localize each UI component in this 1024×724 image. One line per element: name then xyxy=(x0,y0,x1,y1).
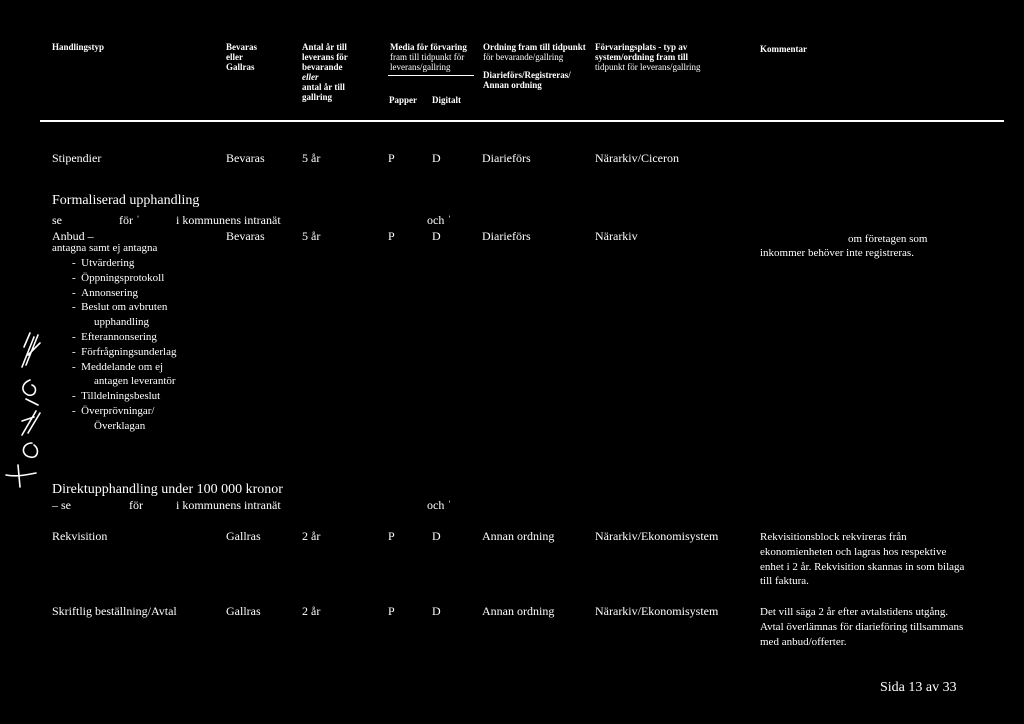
header-bevaras-line: Gallras xyxy=(226,62,255,72)
row-rekvisition-ordning: Annan ordning xyxy=(482,529,555,543)
row-skriftlig-antal: 2 år xyxy=(302,604,321,618)
header-antal-line: Antal år till xyxy=(302,42,347,52)
header-ordning xyxy=(483,42,586,90)
row-rekvisition-plats: Närarkiv/Ekonomisystem xyxy=(595,529,719,543)
kommentar-line: Rekvisitionsblock rekvireras från xyxy=(760,531,907,543)
row-anbud-typ: Anbud – xyxy=(52,229,94,243)
section-formaliserad-see-och: och ˈ xyxy=(427,213,452,227)
row-rekvisition-antal: 2 år xyxy=(302,529,321,543)
header-handlingstyp: Handlingstyp xyxy=(52,42,105,52)
section-direkt-see-for: för xyxy=(129,498,143,512)
row-stipendier-digitalt: D xyxy=(432,151,441,165)
section-direkt-see-se: – se xyxy=(52,498,71,512)
kommentar-line: med anbud/offerter. xyxy=(760,635,847,648)
header-media-line: leverans/gallring xyxy=(390,62,451,72)
section-direkt-see-och: och ˈ xyxy=(427,498,452,512)
list-item: - Överprövningar/ xyxy=(72,404,155,417)
row-skriftlig-typ: Skriftlig beställning/Avtal xyxy=(52,604,177,618)
header-forvaring-line: Förvaringsplats - typ av xyxy=(595,42,688,52)
row-anbud-kommentar: inkommer behöver inte registreras. xyxy=(760,247,914,259)
list-item: - Meddelande om ej xyxy=(72,360,164,373)
row-rekvisition-kommentar xyxy=(760,530,964,589)
header-antal-line: bevarande xyxy=(302,62,343,72)
list-item: - Efterannonsering xyxy=(72,330,157,343)
row-skriftlig-bevaras: Gallras xyxy=(226,604,261,618)
list-item: - Öppningsprotokoll xyxy=(72,271,165,284)
header-forvaring-line: system/ordning fram till xyxy=(595,52,688,62)
section-formaliserad-title: Formaliserad upphandling xyxy=(52,193,200,208)
row-anbud-kommentar: om företagen som xyxy=(848,233,928,245)
row-skriftlig-kommentar xyxy=(760,605,963,649)
header-digitalt: Digitalt xyxy=(432,95,461,105)
header-bevaras-line: eller xyxy=(226,52,243,62)
list-item: - Annonsering xyxy=(72,286,138,299)
section-formaliserad-see-intranat: i kommunens intranät xyxy=(176,213,281,227)
header-media-line: Media för förvaring xyxy=(390,42,467,52)
row-anbud-bevaras: Bevaras xyxy=(226,229,265,243)
row-anbud-plats: Närarkiv xyxy=(595,229,638,243)
header-antal-line: antal år till xyxy=(302,82,345,92)
kommentar-line: Det vill säga 2 år efter avtalstidens utgång. xyxy=(760,606,949,618)
kommentar-line: ekonomienheten och lagras hos respektive xyxy=(760,545,947,558)
header-forvaring-line: tidpunkt för leverans/gallring xyxy=(595,62,701,72)
row-skriftlig-digitalt: D xyxy=(432,604,441,618)
row-rekvisition-papper: P xyxy=(388,529,395,543)
header-antal-line: eller xyxy=(302,72,319,82)
list-item: - Tilldelningsbeslut xyxy=(72,390,161,403)
row-anbud-typ2: antagna samt ej antagna xyxy=(52,242,158,254)
list-item: - Förfrågningsunderlag xyxy=(72,345,177,358)
row-stipendier-papper: P xyxy=(388,151,395,165)
row-stipendier-plats: Närarkiv/Ciceron xyxy=(595,151,679,165)
row-stipendier-bevaras: Bevaras xyxy=(226,151,265,165)
list-item: antagen leverantör xyxy=(94,375,176,388)
kommentar-line: enhet i 2 år. Rekvisition skannas in som bilaga xyxy=(760,560,965,573)
header-papper: Papper xyxy=(389,95,417,105)
row-anbud-ordning: Diarieförs xyxy=(482,229,531,243)
anbud-item-list xyxy=(72,256,176,434)
row-stipendier-antal: 5 år xyxy=(302,151,321,165)
list-item: upphandling xyxy=(94,316,149,329)
page-number: Sida 13 av 33 xyxy=(880,680,957,695)
media-divider xyxy=(388,75,474,76)
row-anbud-digitalt: D xyxy=(432,229,441,243)
section-direkt-see-intranat: i kommunens intranät xyxy=(176,498,281,512)
header-bevaras xyxy=(226,42,257,72)
kommentar-line: Avtal överlämnas för diarieföring tillsammans xyxy=(760,620,964,633)
row-skriftlig-plats: Närarkiv/Ekonomisystem xyxy=(595,604,719,618)
list-item: Överklagan xyxy=(94,419,146,432)
list-item: - Beslut om avbruten xyxy=(72,301,168,314)
row-stipendier-typ: Stipendier xyxy=(52,151,102,165)
header-antal-line: leverans för xyxy=(302,52,348,62)
header-media-line: fram till tidpunkt för xyxy=(390,52,465,62)
header-antal-line: gallring xyxy=(302,92,333,102)
header-antal xyxy=(302,42,348,102)
handwritten-signature xyxy=(0,325,48,505)
header-kommentar: Kommentar xyxy=(760,44,807,54)
kommentar-line: till faktura. xyxy=(760,575,809,588)
row-rekvisition-bevaras: Gallras xyxy=(226,529,261,543)
row-rekvisition-digitalt: D xyxy=(432,529,441,543)
list-item: - Utvärdering xyxy=(72,257,135,269)
section-direkt-title: Direktupphandling under 100 000 kronor xyxy=(52,482,283,497)
header-ordning-line: Annan ordning xyxy=(483,80,542,90)
section-formaliserad-see-se: se xyxy=(52,213,62,227)
row-skriftlig-ordning: Annan ordning xyxy=(482,604,555,618)
section-formaliserad-see-for: för ˈ xyxy=(119,213,140,227)
header-bevaras-line: Bevaras xyxy=(226,42,257,52)
header-forvaring xyxy=(595,42,700,72)
row-rekvisition-typ: Rekvisition xyxy=(52,529,108,543)
header-media xyxy=(390,42,467,72)
row-skriftlig-papper: P xyxy=(388,604,395,618)
header-rule xyxy=(40,120,1004,122)
header-ordning-line: Ordning fram till tidpunkt xyxy=(483,42,586,52)
row-stipendier-ordning: Diarieförs xyxy=(482,151,531,165)
header-ordning-line: för bevarande/gallring xyxy=(483,52,564,62)
row-anbud-antal: 5 år xyxy=(302,229,321,243)
row-anbud-papper: P xyxy=(388,229,395,243)
header-ordning-line: Diarieförs/Registreras/ xyxy=(483,70,571,80)
